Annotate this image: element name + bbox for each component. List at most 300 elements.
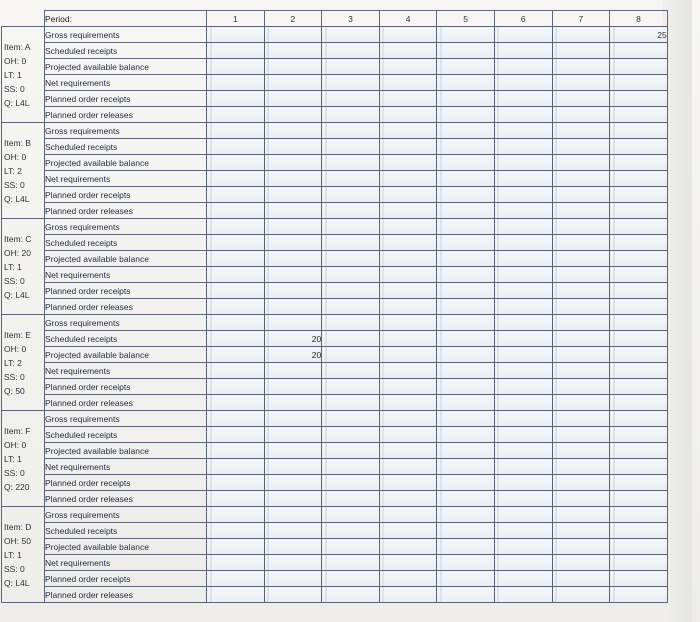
entry-cell[interactable] <box>494 395 552 411</box>
entry-cell[interactable] <box>494 299 552 315</box>
entry-cell[interactable] <box>494 379 552 395</box>
entry-cell[interactable] <box>264 571 322 587</box>
entry-cell[interactable] <box>264 171 322 187</box>
entry-cell[interactable] <box>379 539 437 555</box>
entry-cell[interactable] <box>437 123 495 139</box>
entry-cell[interactable] <box>379 235 437 251</box>
entry-cell[interactable] <box>494 219 552 235</box>
entry-cell[interactable] <box>552 251 610 267</box>
entry-cell[interactable] <box>379 379 437 395</box>
entry-cell[interactable] <box>610 491 668 507</box>
entry-cell[interactable] <box>264 443 322 459</box>
entry-cell[interactable] <box>494 315 552 331</box>
entry-cell[interactable] <box>494 571 552 587</box>
entry-cell[interactable] <box>322 299 380 315</box>
entry-cell[interactable] <box>322 75 380 91</box>
entry-cell[interactable] <box>552 587 610 603</box>
entry-cell[interactable] <box>379 475 437 491</box>
entry-cell[interactable] <box>207 235 265 251</box>
entry-cell[interactable] <box>610 523 668 539</box>
entry-cell[interactable] <box>552 187 610 203</box>
row-label: Planned order receipts <box>45 379 207 395</box>
entry-cell[interactable] <box>264 539 322 555</box>
entry-cell[interactable] <box>494 475 552 491</box>
entry-cell[interactable] <box>494 555 552 571</box>
entry-cell[interactable] <box>552 507 610 523</box>
entry-cell[interactable] <box>552 539 610 555</box>
entry-cell[interactable] <box>264 139 322 155</box>
entry-cell[interactable] <box>610 347 668 363</box>
entry-cell[interactable] <box>379 203 437 219</box>
entry-cell[interactable] <box>552 155 610 171</box>
entry-cell[interactable] <box>437 411 495 427</box>
entry-cell[interactable] <box>379 443 437 459</box>
entry-cell[interactable] <box>207 283 265 299</box>
entry-cell[interactable] <box>610 363 668 379</box>
entry-cell[interactable] <box>610 91 668 107</box>
item-name: Item: F <box>4 425 31 436</box>
entry-cell[interactable] <box>322 395 380 411</box>
entry-cell[interactable] <box>379 27 437 43</box>
entry-cell[interactable] <box>552 411 610 427</box>
entry-cell[interactable] <box>264 411 322 427</box>
entry-cell[interactable] <box>322 267 380 283</box>
entry-cell[interactable] <box>322 251 380 267</box>
entry-cell[interactable] <box>552 555 610 571</box>
entry-cell[interactable] <box>322 475 380 491</box>
period-2: 2 <box>264 11 322 27</box>
item-lt: LT: 1 <box>4 453 22 464</box>
entry-cell[interactable] <box>610 107 668 123</box>
entry-cell[interactable] <box>494 523 552 539</box>
entry-cell[interactable] <box>552 571 610 587</box>
entry-cell[interactable] <box>437 347 495 363</box>
entry-cell[interactable] <box>379 187 437 203</box>
entry-cell[interactable] <box>264 427 322 443</box>
entry-cell[interactable] <box>610 123 668 139</box>
entry-cell[interactable] <box>610 379 668 395</box>
entry-cell[interactable] <box>207 171 265 187</box>
table-row <box>2 75 668 91</box>
entry-cell[interactable] <box>494 123 552 139</box>
entry-cell[interactable] <box>322 235 380 251</box>
entry-cell[interactable] <box>207 363 265 379</box>
entry-cell[interactable] <box>437 507 495 523</box>
entry-cell[interactable] <box>610 267 668 283</box>
entry-cell[interactable] <box>610 171 668 187</box>
entry-cell[interactable] <box>610 235 668 251</box>
entry-cell[interactable] <box>437 363 495 379</box>
entry-cell[interactable] <box>437 251 495 267</box>
entry-cell[interactable] <box>207 267 265 283</box>
entry-cell[interactable] <box>207 203 265 219</box>
entry-cell[interactable] <box>379 363 437 379</box>
entry-cell[interactable] <box>207 27 265 43</box>
entry-cell[interactable] <box>610 299 668 315</box>
entry-cell[interactable] <box>437 155 495 171</box>
entry-cell[interactable] <box>494 587 552 603</box>
entry-cell[interactable] <box>264 43 322 59</box>
period-4: 4 <box>379 11 437 27</box>
entry-cell[interactable] <box>207 459 265 475</box>
entry-cell[interactable] <box>207 299 265 315</box>
entry-cell[interactable] <box>207 379 265 395</box>
entry-cell[interactable] <box>494 155 552 171</box>
entry-cell[interactable] <box>494 443 552 459</box>
entry-cell[interactable] <box>379 219 437 235</box>
entry-cell[interactable] <box>322 491 380 507</box>
entry-cell[interactable] <box>610 395 668 411</box>
entry-cell[interactable] <box>264 75 322 91</box>
entry-cell[interactable] <box>264 507 322 523</box>
entry-cell[interactable] <box>322 155 380 171</box>
entry-cell[interactable] <box>552 299 610 315</box>
entry-cell[interactable] <box>437 555 495 571</box>
entry-cell[interactable] <box>552 267 610 283</box>
entry-cell[interactable] <box>437 59 495 75</box>
entry-cell[interactable] <box>264 219 322 235</box>
entry-cell[interactable] <box>610 475 668 491</box>
entry-cell[interactable] <box>322 379 380 395</box>
entry-cell[interactable] <box>207 523 265 539</box>
entry-cell[interactable] <box>379 267 437 283</box>
entry-cell[interactable] <box>610 203 668 219</box>
entry-cell[interactable] <box>207 107 265 123</box>
entry-cell[interactable] <box>322 459 380 475</box>
entry-cell[interactable] <box>264 27 322 43</box>
entry-cell[interactable] <box>264 491 322 507</box>
entry-cell[interactable] <box>437 395 495 411</box>
entry-cell[interactable] <box>264 587 322 603</box>
entry-cell[interactable] <box>322 443 380 459</box>
item-lt: LT: 1 <box>4 261 22 272</box>
entry-cell[interactable] <box>552 59 610 75</box>
entry-cell[interactable] <box>494 171 552 187</box>
entry-cell[interactable] <box>379 43 437 59</box>
entry-cell[interactable] <box>494 283 552 299</box>
entry-cell[interactable] <box>264 475 322 491</box>
entry-cell[interactable] <box>437 203 495 219</box>
entry-cell[interactable] <box>437 459 495 475</box>
entry-cell[interactable] <box>379 315 437 331</box>
entry-cell[interactable] <box>207 475 265 491</box>
entry-cell[interactable] <box>552 107 610 123</box>
entry-cell[interactable] <box>552 283 610 299</box>
entry-cell[interactable] <box>552 459 610 475</box>
entry-cell[interactable] <box>610 587 668 603</box>
entry-cell[interactable] <box>437 91 495 107</box>
entry-cell[interactable] <box>322 123 380 139</box>
entry-cell[interactable] <box>264 59 322 75</box>
entry-cell[interactable] <box>494 427 552 443</box>
entry-cell[interactable] <box>322 283 380 299</box>
entry-cell[interactable] <box>610 571 668 587</box>
entry-cell[interactable] <box>494 363 552 379</box>
entry-cell[interactable] <box>494 411 552 427</box>
entry-cell[interactable] <box>610 443 668 459</box>
entry-cell[interactable] <box>494 251 552 267</box>
entry-cell[interactable] <box>322 315 380 331</box>
entry-cell[interactable] <box>207 331 265 347</box>
entry-cell[interactable] <box>322 347 380 363</box>
entry-cell[interactable] <box>207 187 265 203</box>
entry-cell[interactable] <box>552 475 610 491</box>
entry-cell[interactable] <box>379 251 437 267</box>
entry-cell[interactable] <box>437 475 495 491</box>
entry-cell[interactable] <box>610 555 668 571</box>
entry-cell[interactable] <box>552 523 610 539</box>
entry-cell[interactable] <box>207 555 265 571</box>
entry-cell[interactable] <box>207 395 265 411</box>
row-label: Net requirements <box>45 459 207 475</box>
entry-cell[interactable] <box>379 123 437 139</box>
entry-cell[interactable] <box>437 267 495 283</box>
entry-cell[interactable] <box>322 411 380 427</box>
entry-cell[interactable] <box>494 507 552 523</box>
entry-cell[interactable] <box>610 331 668 347</box>
entry-cell[interactable] <box>552 347 610 363</box>
entry-cell[interactable] <box>322 203 380 219</box>
filled-value[interactable]: 20 <box>264 347 322 363</box>
entry-cell[interactable] <box>207 507 265 523</box>
entry-cell[interactable] <box>207 123 265 139</box>
entry-cell[interactable] <box>437 331 495 347</box>
entry-cell[interactable] <box>264 251 322 267</box>
entry-cell[interactable] <box>322 139 380 155</box>
entry-cell[interactable] <box>494 139 552 155</box>
entry-cell[interactable] <box>207 411 265 427</box>
entry-cell[interactable] <box>379 331 437 347</box>
entry-cell[interactable] <box>207 571 265 587</box>
entry-cell[interactable] <box>379 395 437 411</box>
entry-cell[interactable] <box>379 171 437 187</box>
entry-cell[interactable] <box>552 139 610 155</box>
entry-cell[interactable] <box>437 43 495 59</box>
entry-cell[interactable] <box>207 59 265 75</box>
entry-cell[interactable] <box>379 107 437 123</box>
entry-cell[interactable] <box>552 43 610 59</box>
entry-cell[interactable] <box>322 363 380 379</box>
item-oh: OH: 0 <box>4 55 27 66</box>
entry-cell[interactable] <box>207 347 265 363</box>
entry-cell[interactable] <box>322 59 380 75</box>
entry-cell[interactable] <box>207 587 265 603</box>
entry-cell[interactable] <box>610 155 668 171</box>
entry-cell[interactable] <box>264 107 322 123</box>
entry-cell[interactable] <box>610 251 668 267</box>
entry-cell[interactable] <box>437 587 495 603</box>
entry-cell[interactable] <box>494 187 552 203</box>
item-name: Item: D <box>4 521 32 532</box>
entry-cell[interactable] <box>552 427 610 443</box>
entry-cell[interactable] <box>264 123 322 139</box>
entry-cell[interactable] <box>322 91 380 107</box>
entry-cell[interactable] <box>379 411 437 427</box>
entry-cell[interactable] <box>552 171 610 187</box>
entry-cell[interactable] <box>610 283 668 299</box>
row-label: Planned order releases <box>45 203 207 219</box>
entry-cell[interactable] <box>552 331 610 347</box>
entry-cell[interactable] <box>322 555 380 571</box>
entry-cell[interactable] <box>322 171 380 187</box>
entry-cell[interactable] <box>207 43 265 59</box>
entry-cell[interactable] <box>207 315 265 331</box>
entry-cell[interactable] <box>552 395 610 411</box>
entry-cell[interactable] <box>379 139 437 155</box>
entry-cell[interactable] <box>610 139 668 155</box>
entry-cell[interactable] <box>207 443 265 459</box>
entry-cell[interactable] <box>610 59 668 75</box>
entry-cell[interactable] <box>494 203 552 219</box>
row-label: Net requirements <box>45 267 207 283</box>
entry-cell[interactable] <box>322 507 380 523</box>
entry-cell[interactable] <box>494 91 552 107</box>
entry-cell[interactable] <box>207 91 265 107</box>
entry-cell[interactable] <box>207 427 265 443</box>
entry-cell[interactable] <box>437 571 495 587</box>
entry-cell[interactable] <box>437 443 495 459</box>
entry-cell[interactable] <box>379 571 437 587</box>
entry-cell[interactable] <box>437 171 495 187</box>
entry-cell[interactable] <box>379 427 437 443</box>
entry-cell[interactable] <box>494 459 552 475</box>
entry-cell[interactable] <box>552 75 610 91</box>
entry-cell[interactable] <box>264 203 322 219</box>
entry-cell[interactable] <box>264 395 322 411</box>
entry-cell[interactable] <box>610 539 668 555</box>
entry-cell[interactable] <box>207 155 265 171</box>
entry-cell[interactable] <box>437 379 495 395</box>
entry-cell[interactable] <box>264 283 322 299</box>
entry-cell[interactable] <box>610 43 668 59</box>
entry-cell[interactable] <box>264 555 322 571</box>
entry-cell[interactable] <box>494 75 552 91</box>
entry-cell[interactable] <box>494 331 552 347</box>
entry-cell[interactable] <box>610 219 668 235</box>
entry-cell[interactable] <box>322 571 380 587</box>
entry-cell[interactable] <box>437 187 495 203</box>
entry-cell[interactable] <box>494 347 552 363</box>
entry-cell[interactable] <box>207 75 265 91</box>
entry-cell[interactable] <box>610 507 668 523</box>
entry-cell[interactable] <box>264 363 322 379</box>
entry-cell[interactable] <box>322 219 380 235</box>
entry-cell[interactable] <box>552 203 610 219</box>
entry-cell[interactable] <box>494 107 552 123</box>
entry-cell[interactable] <box>264 235 322 251</box>
entry-cell[interactable] <box>379 75 437 91</box>
entry-cell[interactable] <box>437 219 495 235</box>
entry-cell[interactable] <box>494 267 552 283</box>
entry-cell[interactable] <box>494 491 552 507</box>
entry-cell[interactable] <box>264 267 322 283</box>
entry-cell[interactable] <box>437 235 495 251</box>
entry-cell[interactable] <box>322 427 380 443</box>
entry-cell[interactable] <box>264 379 322 395</box>
entry-cell[interactable] <box>610 459 668 475</box>
entry-cell[interactable] <box>552 27 610 43</box>
entry-cell[interactable] <box>379 155 437 171</box>
entry-cell[interactable] <box>379 459 437 475</box>
entry-cell[interactable] <box>264 187 322 203</box>
entry-cell[interactable] <box>437 75 495 91</box>
entry-cell[interactable] <box>379 283 437 299</box>
entry-cell[interactable] <box>264 523 322 539</box>
entry-cell[interactable] <box>437 27 495 43</box>
entry-cell[interactable] <box>437 283 495 299</box>
entry-cell[interactable] <box>494 59 552 75</box>
entry-cell[interactable] <box>322 539 380 555</box>
entry-cell[interactable] <box>437 315 495 331</box>
entry-cell[interactable] <box>552 491 610 507</box>
entry-cell[interactable] <box>552 235 610 251</box>
entry-cell[interactable] <box>610 75 668 91</box>
entry-cell[interactable] <box>552 219 610 235</box>
entry-cell[interactable] <box>379 555 437 571</box>
entry-cell[interactable] <box>207 491 265 507</box>
entry-cell[interactable] <box>379 299 437 315</box>
entry-cell[interactable] <box>494 43 552 59</box>
entry-cell[interactable] <box>437 107 495 123</box>
entry-cell[interactable] <box>437 139 495 155</box>
entry-cell[interactable] <box>322 331 380 347</box>
entry-cell[interactable] <box>494 27 552 43</box>
entry-cell[interactable] <box>322 187 380 203</box>
entry-cell[interactable] <box>322 43 380 59</box>
entry-cell[interactable] <box>437 491 495 507</box>
entry-cell[interactable] <box>610 187 668 203</box>
entry-cell[interactable] <box>264 91 322 107</box>
entry-cell[interactable] <box>322 107 380 123</box>
entry-cell[interactable] <box>379 91 437 107</box>
entry-cell[interactable] <box>610 427 668 443</box>
entry-cell[interactable] <box>379 347 437 363</box>
entry-cell[interactable] <box>264 459 322 475</box>
entry-cell[interactable] <box>552 363 610 379</box>
entry-cell[interactable] <box>207 219 265 235</box>
entry-cell[interactable] <box>322 27 380 43</box>
entry-cell[interactable] <box>552 123 610 139</box>
entry-cell[interactable] <box>494 539 552 555</box>
table-row <box>2 123 668 139</box>
entry-cell[interactable] <box>610 411 668 427</box>
entry-cell[interactable] <box>379 491 437 507</box>
entry-cell[interactable] <box>379 59 437 75</box>
entry-cell[interactable] <box>552 443 610 459</box>
entry-cell[interactable] <box>207 539 265 555</box>
entry-cell[interactable] <box>322 523 380 539</box>
entry-cell[interactable] <box>207 251 265 267</box>
entry-cell[interactable] <box>552 379 610 395</box>
entry-cell[interactable] <box>437 427 495 443</box>
entry-cell[interactable] <box>494 235 552 251</box>
entry-cell[interactable] <box>379 587 437 603</box>
entry-cell[interactable] <box>207 139 265 155</box>
entry-cell[interactable] <box>437 523 495 539</box>
entry-cell[interactable] <box>264 315 322 331</box>
entry-cell[interactable] <box>264 155 322 171</box>
entry-cell[interactable] <box>610 315 668 331</box>
entry-cell[interactable] <box>264 299 322 315</box>
entry-cell[interactable] <box>437 299 495 315</box>
entry-cell[interactable] <box>437 539 495 555</box>
entry-cell[interactable] <box>379 507 437 523</box>
entry-cell[interactable] <box>552 91 610 107</box>
entry-cell[interactable] <box>379 523 437 539</box>
entry-cell[interactable] <box>322 587 380 603</box>
filled-value[interactable]: 20 <box>264 331 322 347</box>
entry-cell[interactable] <box>552 315 610 331</box>
